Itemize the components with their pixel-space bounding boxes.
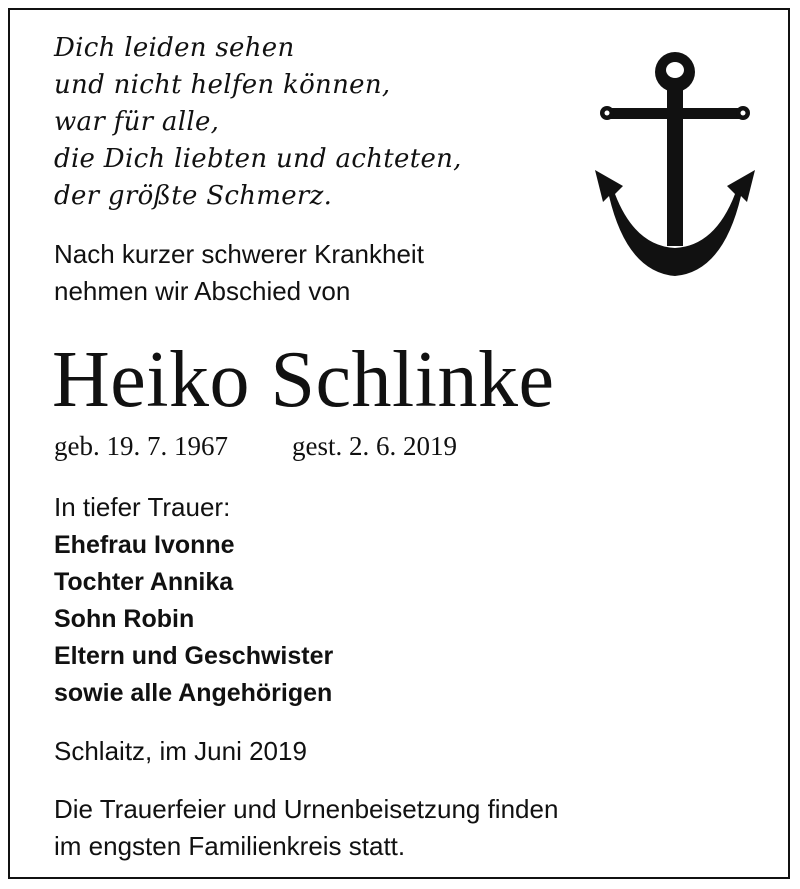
- intro-line: Nach kurzer schwerer Krankheit: [54, 239, 424, 269]
- mourner-name: Ehefrau Ivonne: [54, 531, 235, 559]
- note-line: im engsten Familienkreis statt.: [54, 831, 406, 861]
- mourner-name: Tochter Annika: [54, 568, 234, 596]
- intro-line: nehmen wir Abschied von: [54, 276, 351, 306]
- poem-line: die Dich liebten und achteten,: [54, 144, 462, 174]
- mourners-label: In tiefer Trauer:: [54, 492, 231, 522]
- poem: [54, 30, 462, 215]
- mourners-list: [54, 527, 333, 712]
- funeral-note: [54, 791, 558, 865]
- poem-line: Dich leiden sehen: [54, 33, 295, 63]
- anchor-icon: [595, 42, 755, 282]
- life-dates: [54, 428, 457, 464]
- intro-text: [54, 236, 424, 310]
- poem-line: und nicht helfen können,: [54, 70, 391, 100]
- birth-date: geb. 19. 7. 1967: [54, 431, 228, 461]
- death-date: gest. 2. 6. 2019: [291, 431, 457, 461]
- note-line: Die Trauerfeier und Urnenbeisetzung finden: [54, 794, 559, 824]
- mourner-name: Eltern und Geschwister: [54, 642, 334, 670]
- place-and-date: Schlaitz, im Juni 2019: [54, 736, 307, 766]
- mourner-name: Sohn Robin: [54, 605, 195, 633]
- deceased-name: Heiko Schlinke: [52, 336, 555, 424]
- poem-line: war für alle,: [54, 107, 220, 137]
- poem-line: der größte Schmerz.: [54, 181, 333, 211]
- mourner-name: sowie alle Angehörigen: [54, 679, 333, 707]
